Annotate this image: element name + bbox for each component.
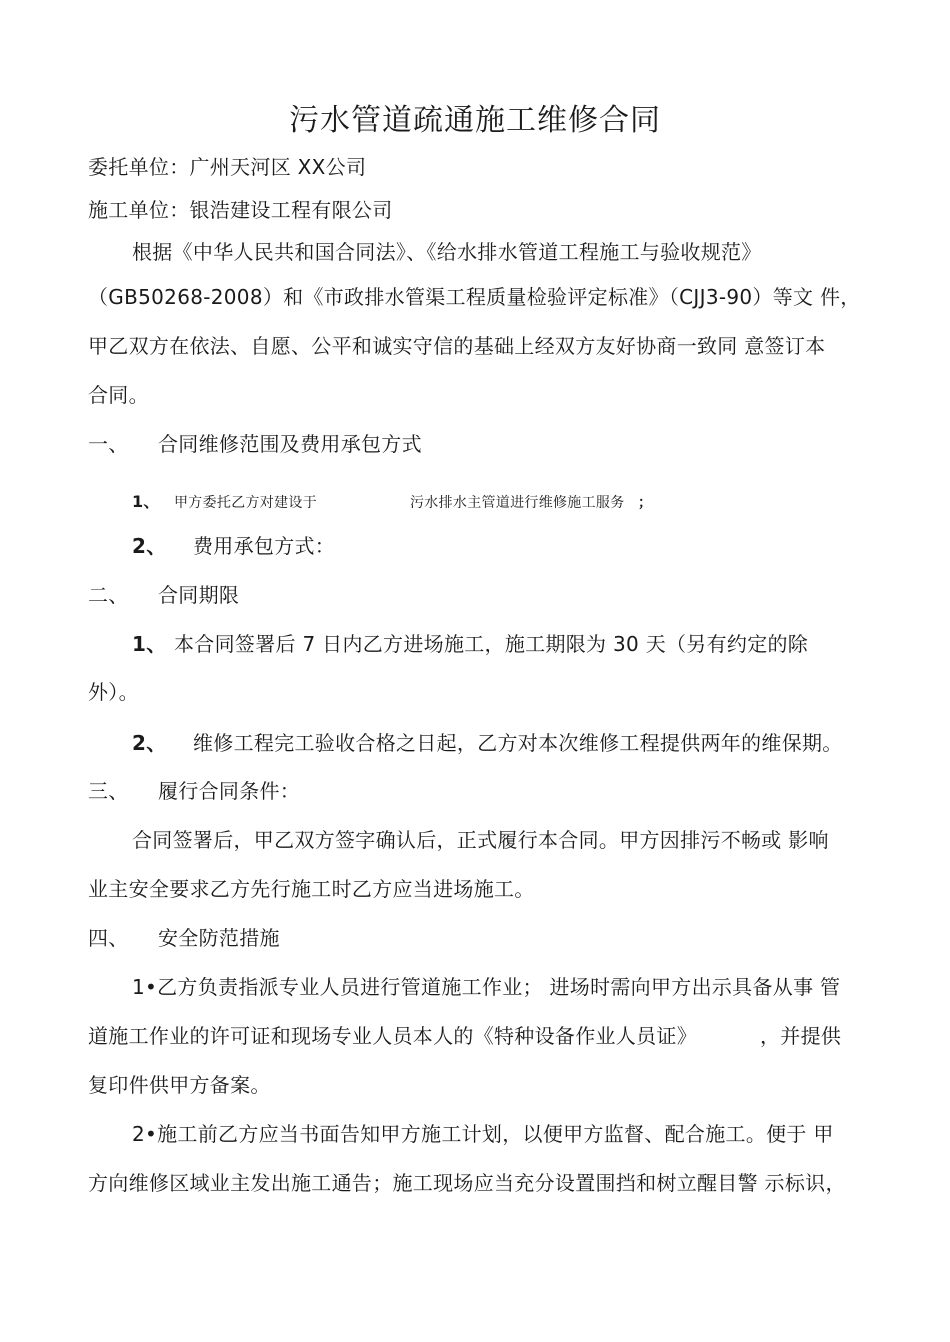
section-4-p2-line-2: 方向维修区域业主发出施工通告；施工现场应当充分设置围挡和树立醒目警 示标识， — [88, 1171, 846, 1195]
section-1-item-1-text-a: 甲方委托乙方对建设于 — [174, 495, 317, 511]
intro-line-4: 合同。 — [88, 383, 149, 407]
section-4-heading: 安全防范措施 — [158, 926, 280, 950]
section-1-heading: 合同维修范围及费用承包方式 — [158, 432, 422, 456]
section-1-item-2-number: 2、 — [132, 534, 167, 558]
document-title: 污水管道疏通施工维修合同 — [289, 103, 661, 138]
section-2-item-1-number: 1、 — [132, 632, 167, 656]
section-1-number: 一、 — [88, 432, 129, 456]
section-1-item-2-text: 费用承包方式： — [193, 534, 336, 558]
section-4-p1-line-3: 复印件供甲方备案。 — [88, 1073, 271, 1097]
section-4-number: 四、 — [88, 926, 129, 950]
intro-line-1: 根据《中华人民共和国合同法》、《给水排水管道工程施工与验收规范》 — [132, 240, 762, 264]
intro-line-2: （GB50268-2008）和《市政排水管渠工程质量检验评定标准》（CJJ3-90）等文 件， — [88, 285, 861, 309]
section-3-para-line-1: 合同签署后，甲乙双方签字确认后，正式履行本合同。甲方因排污不畅或 影响 — [132, 828, 829, 852]
section-1-item-1-text-b: 污水排水主管道进行维修施工服务 — [410, 495, 625, 511]
section-4-p2-line-1: 2•施工前乙方应当书面告知甲方施工计划，以便甲方监督、配合施工。便于 甲 — [132, 1122, 834, 1146]
section-4-p1-line-2-end: ，并提供 — [760, 1024, 842, 1048]
contractor-unit: 施工单位：银浩建设工程有限公司 — [88, 198, 393, 222]
section-1-item-1-number: 1、 — [132, 492, 160, 511]
section-3-heading: 履行合同条件： — [158, 779, 301, 803]
section-2-number: 二、 — [88, 583, 129, 607]
section-3-number: 三、 — [88, 779, 129, 803]
section-1-item-1-end: ； — [638, 495, 653, 511]
section-2-item-2-number: 2、 — [132, 731, 167, 755]
section-2-item-1-text: 本合同签署后 7 日内乙方进场施工，施工期限为 30 天（另有约定的除 — [174, 632, 809, 656]
section-2-item-1-continuation: 外）。 — [88, 680, 139, 704]
section-2-item-2-text: 维修工程完工验收合格之日起，乙方对本次维修工程提供两年的维保期。 — [193, 731, 843, 755]
client-unit: 委托单位：广州天河区 XX公司 — [88, 155, 367, 179]
section-2-heading: 合同期限 — [158, 583, 240, 607]
section-3-para-line-2: 业主安全要求乙方先行施工时乙方应当进场施工。 — [88, 877, 535, 901]
section-4-p1-line-1: 1•乙方负责指派专业人员进行管道施工作业； 进场时需向甲方出示具备从事 管 — [132, 975, 841, 999]
section-4-p1-line-2: 道施工作业的许可证和现场专业人员本人的《特种设备作业人员证》 — [88, 1024, 697, 1048]
intro-line-3: 甲乙双方在依法、自愿、公平和诚实守信的基础上经双方友好协商一致同 意签订本 — [88, 334, 826, 358]
